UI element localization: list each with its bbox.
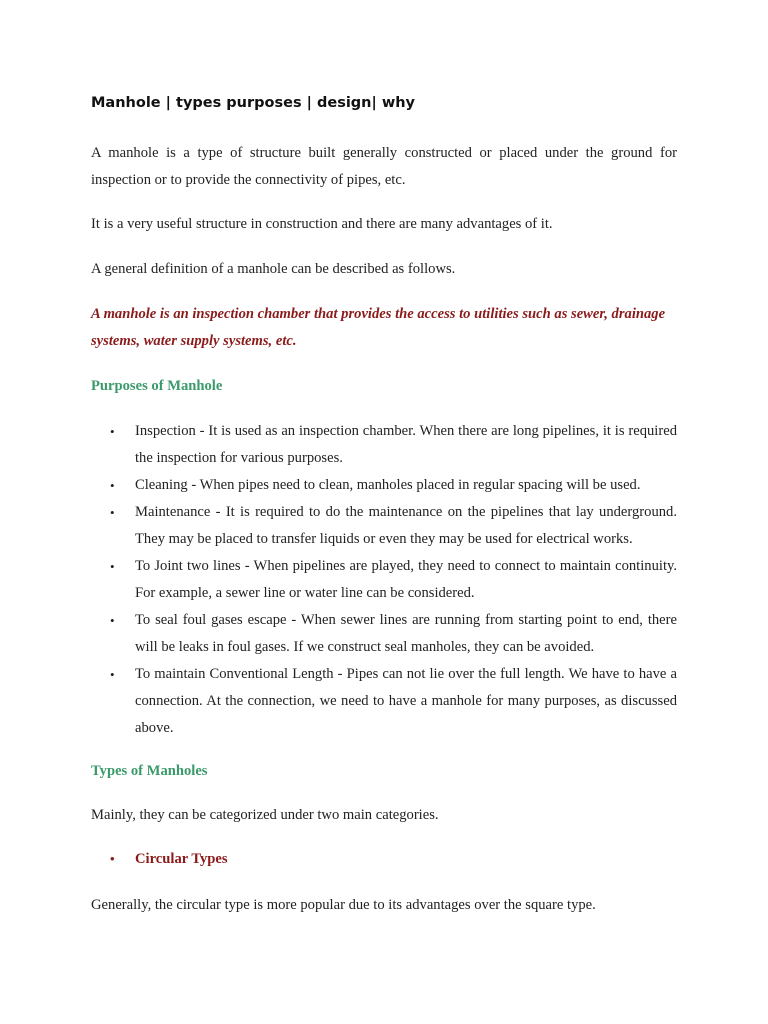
list-item [91, 553, 677, 607]
circular-types-heading [91, 848, 677, 870]
list-item [91, 418, 677, 472]
document-title: Manhole | types purposes | design| why [91, 95, 416, 111]
circular-types-label: Circular Types [135, 851, 228, 867]
purpose-joint-text: To Joint two lines - When pipelines are played, they need to connect to maintain continuity. For example, a sewer line or water line can be considered. [135, 558, 677, 601]
purposes-list [91, 418, 677, 742]
bullet-icon: • [110, 667, 115, 682]
purpose-cleaning-text: Cleaning - When pipes need to clean, manholes placed in regular spacing will be used. [135, 477, 641, 493]
list-item [91, 472, 677, 499]
bullet-icon: • [110, 851, 115, 866]
types-intro-paragraph: Mainly, they can be categorized under two main categories. [91, 807, 439, 823]
bullet-icon: • [110, 424, 115, 439]
purpose-seal-text: To seal foul gases escape - When sewer lines are running from starting point to end, there will be leaks in foul gases. If we construct seal manholes, they can be avoided. [135, 612, 677, 655]
purpose-inspection-text: Inspection - It is used as an inspection chamber. When there are long pipelines, it is required the inspection for various purposes. [135, 423, 677, 466]
types-heading: Types of Manholes [91, 763, 208, 779]
list-item [91, 499, 677, 553]
purpose-maintenance-text: Maintenance - It is required to do the maintenance on the pipelines that lay underground. They may be placed to transfer liquids or even they may be used for electrical works. [135, 504, 677, 547]
circular-text-paragraph: Generally, the circular type is more popular due to its advantages over the square type. [91, 897, 596, 913]
definition-paragraph: A manhole is an inspection chamber that provides the access to utilities such as sewer, drainage systems, water supply systems, etc. [91, 306, 666, 349]
bullet-icon: • [110, 613, 115, 628]
useful-paragraph: It is a very useful structure in construction and there are many advantages of it. [91, 216, 553, 232]
definition-intro-paragraph: A general definition of a manhole can be described as follows. [91, 261, 456, 277]
bullet-icon: • [110, 559, 115, 574]
purposes-heading: Purposes of Manhole [91, 378, 223, 394]
list-item [91, 661, 677, 742]
list-item [91, 607, 677, 661]
intro-paragraph: A manhole is a type of structure built generally constructed or placed under the ground for inspection or to provide the connectivity of pipes, etc. [91, 145, 677, 188]
purpose-length-text: To maintain Conventional Length - Pipes can not lie over the full length. We have to have a connection. At the connection, we need to have a manhole for many purposes, as discussed above. [135, 666, 677, 736]
bullet-icon: • [110, 505, 115, 520]
bullet-icon: • [110, 478, 115, 493]
